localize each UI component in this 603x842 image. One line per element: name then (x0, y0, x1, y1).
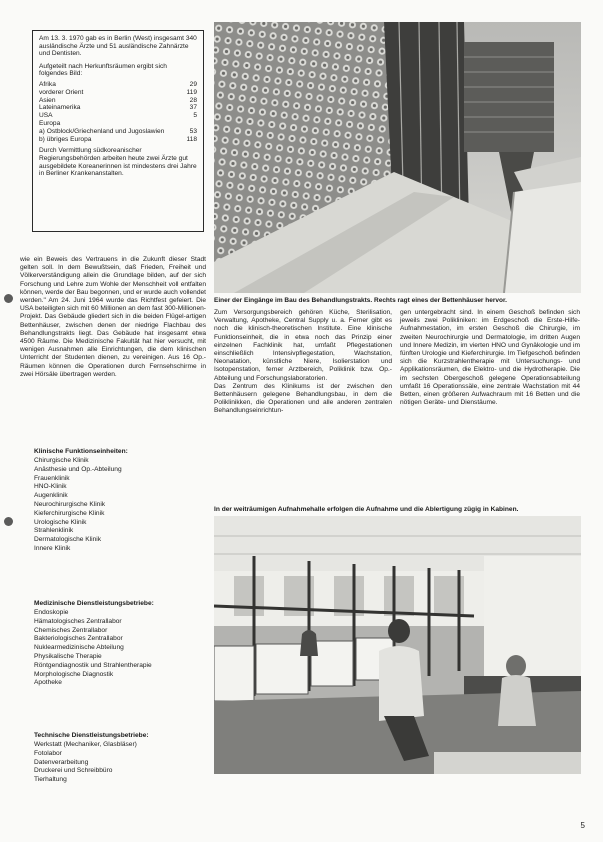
body-text-right: gen untergebracht sind. In einem Geschoß befinden sich jeweils zwei Polikliniken: im Erdgeschoß die Erste-Hilfe-Aufnahmestation, im ersten Geschoß die Chirurgie, im zweiten Neurochirurgie und Dermatologie, im dritten Augen und Innere Medizin, im vierten HNO und Gynäkologie und im fünften Urologie und Kieferchirurgie. Im Tiefgeschoß befinden sich die Kurzstrahlentherapie mit Untersuchungs- und Applikationsräumen, die Elektro- und die Hydrotherapie. Die im sechsten Obergeschoß gelegene Operationsabteilung umfaßt 16 Operationssäle, eine zentrale Wachstation mit 44 Betten, einen größeren Aufwachraum mit 16 Betten und die nötigen Geräte- und Dienstäume. (400, 309, 580, 407)
list-item: Werkstatt (Mechaniker, Glasbläser) (34, 741, 137, 748)
building-entrance-photo (214, 22, 581, 293)
hall-caption: In der weiträumigen Aufnahmehalle erfolgen die Aufnahme und die Ablertigung zügig in Kabinen. (214, 506, 519, 513)
list-item: Hämatologisches Zentrallabor (34, 617, 122, 625)
list-item: Chirurgische Klinik (34, 457, 89, 464)
punch-hole-top (4, 294, 13, 303)
building-caption: Einer der Eingänge im Bau des Behandlungstrakts. Rechts ragt eines der Bettenhäuser hervor. (214, 297, 507, 304)
reception-hall-photo (214, 516, 581, 774)
medical-services-list (34, 600, 210, 688)
list-item: Apotheke (34, 679, 62, 687)
technical-services-list (34, 732, 210, 785)
punch-hole-bottom (4, 517, 13, 526)
origin-row: vorderer Orient 119 (39, 88, 197, 96)
list-item: Innere Klinik (34, 544, 71, 552)
list-item: Frauenklinik (34, 474, 70, 482)
list-item: Morphologische Diagnostik (34, 670, 114, 678)
list-item: Druckerei und Schreibbüro (34, 767, 113, 775)
stats-note: Durch Vermittlung südkoreanischer Regierungsbehörden arbeiten heute zwei Ärzte gut ausgebildete Koreanerinnen ist mindestens drei Jahre in Berliner Krankenanstalten. (39, 147, 197, 178)
list-item: Anästhesie und Op.-Abteilung (34, 465, 122, 473)
origin-row: Asien 28 (39, 96, 197, 104)
origin-row: USA 5 (39, 112, 197, 120)
clinics-list (34, 448, 206, 554)
list-item: Fotolabor (34, 749, 62, 757)
list-item: Urologische Klinik (34, 518, 87, 526)
list-item: Kieferchirurgische Klinik (34, 509, 105, 517)
list-item: Dermatologische Klinik (34, 536, 102, 544)
list-item: Tierhaltung (34, 776, 67, 784)
list-item: Röntgendiagnostik und Strahlentherapie (34, 661, 152, 669)
technical-services-heading: Technische Dienstleistungsbetriebe: (34, 732, 149, 739)
origin-row: Europa (39, 119, 61, 127)
list-item: Physikalische Therapie (34, 652, 102, 660)
page-number: 5 (580, 821, 585, 830)
list-item: Datenverarbeitung (34, 758, 89, 766)
body-text-left: wie ein Beweis des Vertrauens in die Zukunft dieser Stadt gelten soll. In dem Bewußtsein, daß Frieden, Freiheit und Völkerverständigung allein die Grundlage bilden, auf der sich Forschung und Lehre zum Wohle der Menschheit voll entfalten können, werde der Bau begonnen, und er wurde auch vollendet werden." Am 24. Juni 1964 wurde das Richtfest gefeiert. Die USA beteiligten sich mit 60 Millionen an dem fast 300-Millionen-Projekt. Das Gebäude gliedert sich in die beiden Flügel-artigen Bettenhäuser, zwischen denen der niedrige Flachbau des Behandlungstrakts liegt. Das Gebäude hat insgesamt etwa 4500 Räume. Die Medizinische Fakultät hat hier versucht, mit wenigen Ausnahmen alle Einrichtungen, die dem klinischen Unterricht der Studenten dienen, zu vereinigen. Aus 16 Op.-Räumen können die Operationen durch Fernsehschirme in zwei Hörsäle übertragen werden. (20, 256, 206, 378)
origins-table (39, 81, 197, 143)
list-item: Neurochirurgische Klinik (34, 500, 106, 508)
origin-row: b) übriges Europa 118 (39, 135, 197, 143)
clinics-heading: Klinische Funktionseinheiten: (34, 448, 128, 455)
list-item: Chemisches Zentrallabor (34, 626, 108, 634)
list-item: Strahlenklinik (34, 527, 74, 535)
origin-row: Afrika 29 (39, 80, 197, 88)
statistics-box (32, 30, 204, 232)
stats-breakdown-intro: Aufgeteilt nach Herkunftsräumen ergibt sich folgendes Bild: (39, 62, 167, 78)
stats-intro: Am 13. 3. 1970 gab es in Berlin (West) insgesamt 340 ausländische Ärzte und 51 ausländische Zahnärzte und Dentisten. (39, 35, 197, 58)
list-item: Augenklinik (34, 492, 68, 500)
origin-row: Lateinamerika 37 (39, 104, 197, 112)
list-item: Endoskopie (34, 609, 69, 616)
list-item: Bakteriologisches Zentrallabor (34, 635, 123, 643)
list-item: HNO-Klinik (34, 483, 67, 491)
medical-services-heading: Medizinische Dienstleistungsbetriebe: (34, 600, 154, 607)
list-item: Nuklearmedizinische Abteilung (34, 644, 124, 652)
origin-row: a) Ostblock/Griechenland und Jugoslawien 53 (39, 127, 197, 135)
body-text-middle: Zum Versorgungsbereich gehören Küche, Sterilisation, Verwaltung, Apotheke, Central Supply u. a. Ferner gibt es noch die klinisch-theoretischen Institute. Eine klinische Funktionseinheit, die in etwa noch das Prinzip einer einzelnen Fachklinik hat, umfaßt Pflegestationen einschließlich Intensivpflegestation, Wachstation, Neonatation, künstliche Niere, Isolierstation und Isotopenstation, ferner Arztbereich, Poliklinik bzw. Op.-Abteilung und Forschungslaboratorien. Das Zentrum des Klinikums ist der zwischen den Bettenhäusern gelegene Behandlungsbau, in dem die Poliklinikken, die Operationen und alle anderen zentralen Behandlungseinrichtun- (214, 309, 392, 415)
